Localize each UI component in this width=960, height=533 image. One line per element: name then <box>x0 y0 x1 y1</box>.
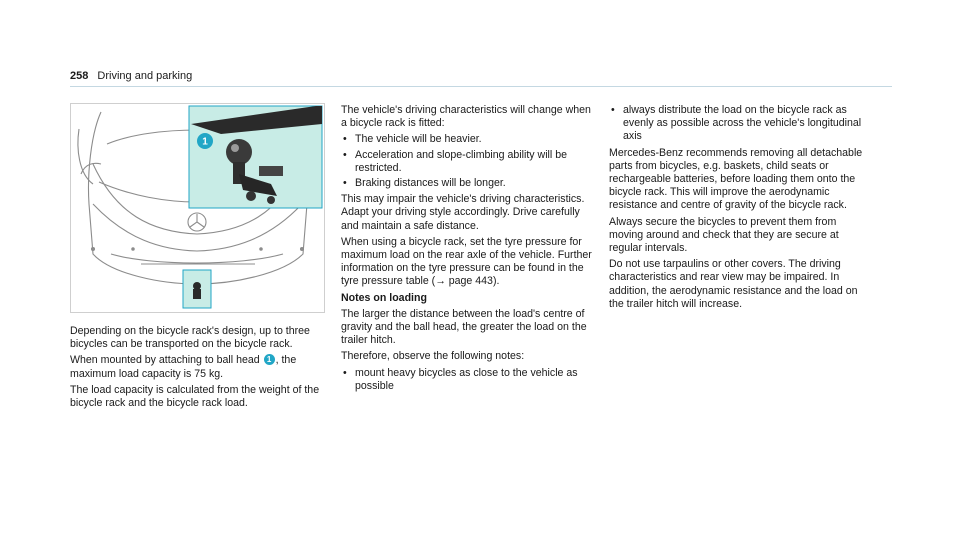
text-column-2 <box>341 104 599 396</box>
driving-effects-list <box>341 133 599 190</box>
text-column-3 <box>609 104 871 314</box>
mounting-text-before: When mounted by attaching to ball head <box>70 354 260 367</box>
arrow-right-icon: → <box>435 275 446 288</box>
paragraph-load-calc: The load capacity is calculated from the weight of the bicycle rack and the bicycle rack load. <box>70 383 320 410</box>
page-header <box>70 70 192 82</box>
mounting-text-after: , the maximum load capacity is 75 kg. <box>70 354 297 380</box>
list-item: • mount heavy bicycles as close to the vehicle as possible <box>341 367 599 393</box>
paragraph-impair: This may impair the vehicle's driving characteristics. Adapt your driving style accordingly. Drive carefully and maintain a safe distance. <box>341 193 585 232</box>
callout-number: 1 <box>202 136 208 148</box>
paragraph-tyre-pressure <box>341 236 599 289</box>
paragraph-intro: The vehicle's driving characteristics will change when a bicycle rack is fitted: <box>341 104 591 130</box>
notes-heading: Notes on loading <box>341 291 427 304</box>
list-item: • Braking distances will be longer. <box>341 177 599 190</box>
paragraph-secure-bicycles: Always secure the bicycles to prevent them from moving around and check that they are secure at regular intervals. <box>609 215 839 255</box>
ball-head-number-icon: 1 <box>264 354 275 365</box>
bicycle-rack-illustration <box>70 103 325 313</box>
loading-notes-list <box>341 367 599 393</box>
paragraph-capacity: Depending on the bicycle rack's design, up to three bicycles can be transported on the bicycle rack. <box>70 325 310 351</box>
paragraph-therefore: Therefore, observe the following notes: <box>341 350 525 363</box>
loading-notes-list-continued <box>609 104 871 144</box>
tyre-page-reference[interactable]: page 443). <box>445 275 500 288</box>
hitch-location-inset <box>183 270 211 308</box>
list-item: • always distribute the load on the bicycle rack as evenly as possible across the vehicle's longitudinal axis <box>609 104 871 144</box>
page-number: 258 <box>70 70 89 82</box>
paragraph-remove-parts: Mercedes-Benz recommends removing all detachable parts from bicycles, e.g. baskets, child seats or rechargeable batteries, before loading them onto the bicycle rack. This will improve the aerodynamic resistance and centre of gravity of the bicycle rack. <box>609 146 863 212</box>
text-column-1 <box>70 325 325 413</box>
section-title: Driving and parking <box>97 70 193 82</box>
paragraph-mounting <box>70 354 325 380</box>
inset-ball-head-detail <box>189 106 322 208</box>
paragraph-no-covers: Do not use tarpaulins or other covers. The driving characteristics and rear view may be impaired. In addition, the aerodynamic resistance and the load on the trailer hitch will increase. <box>609 258 858 310</box>
paragraph-larger-distance: The larger the distance between the load's centre of gravity and the ball head, the greater the load on the trailer hitch. <box>341 307 587 347</box>
list-item: • The vehicle will be heavier. <box>341 133 599 146</box>
list-item: • Acceleration and slope-climbing ability will be restricted. <box>341 149 599 175</box>
header-divider <box>70 86 892 87</box>
tyre-text-before: When using a bicycle rack, set the tyre pressure for maximum load on the rear axle of the vehicle. Further information on the tyre pressure can be found in the tyre pressure table ( <box>341 235 592 288</box>
